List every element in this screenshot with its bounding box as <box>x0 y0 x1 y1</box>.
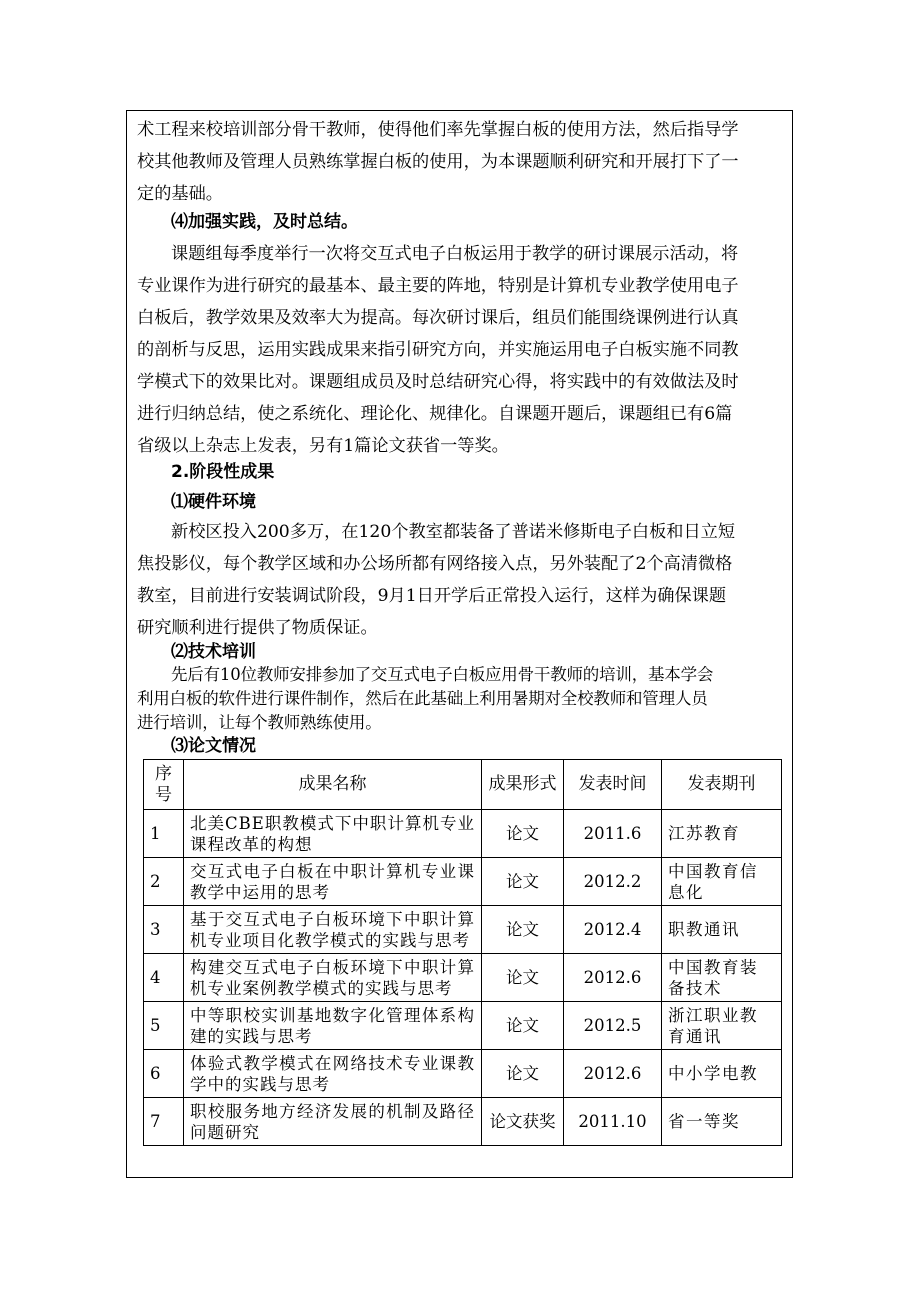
cell-form: 论文 <box>482 906 564 954</box>
paragraph-line: 白板后，教学效果及效率大为提高。每次研讨课后，组员们能围绕课例进行认真 <box>137 308 739 328</box>
table-row <box>144 954 782 1002</box>
paragraph-line: 定的基础。 <box>137 184 223 204</box>
cell-num: 3 <box>144 906 184 954</box>
cell-num: 1 <box>144 810 184 858</box>
cell-form: 论文获奖 <box>482 1098 564 1146</box>
cell-name: 基于交互式电子白板环境下中职计算机专业项目化教学模式的实践与思考 <box>184 906 482 954</box>
header-name: 成果名称 <box>184 760 482 810</box>
paragraph-line: 进行培训，让每个教师熟练使用。 <box>137 713 382 732</box>
cell-num: 2 <box>144 858 184 906</box>
paragraph-line: 利用白板的软件进行课件制作，然后在此基础上利用暑期对全校教师和管理人员 <box>137 689 708 708</box>
cell-form: 论文 <box>482 1002 564 1050</box>
section-heading-training: ⑵技术培训 <box>171 642 256 662</box>
cell-date: 2012.5 <box>564 1002 662 1050</box>
table-row <box>144 1002 782 1050</box>
cell-date: 2011.10 <box>564 1098 662 1146</box>
cell-form: 论文 <box>482 810 564 858</box>
table-row <box>144 858 782 906</box>
paragraph-line: 研究顺利进行提供了物质保证。 <box>137 618 378 638</box>
cell-journal: 省一等奖 <box>662 1098 782 1146</box>
cell-name: 北美CBE职教模式下中职计算机专业课程改革的构想 <box>184 810 482 858</box>
cell-form: 论文 <box>482 1050 564 1098</box>
cell-form: 论文 <box>482 954 564 1002</box>
paragraph-line: 课题组每季度举行一次将交互式电子白板运用于教学的研讨课展示活动，将 <box>171 244 739 264</box>
cell-date: 2012.6 <box>564 954 662 1002</box>
cell-name: 职校服务地方经济发展的机制及路径问题研究 <box>184 1098 482 1146</box>
cell-name: 交互式电子白板在中职计算机专业课教学中运用的思考 <box>184 858 482 906</box>
section-heading-stage-results: 2.阶段性成果 <box>171 462 275 482</box>
cell-num: 5 <box>144 1002 184 1050</box>
cell-journal: 职教通讯 <box>662 906 782 954</box>
cell-date: 2012.6 <box>564 1050 662 1098</box>
paragraph-line: 术工程来校培训部分骨干教师，使得他们率先掌握白板的使用方法，然后指导学 <box>137 120 739 140</box>
cell-journal: 浙江职业教育通讯 <box>662 1002 782 1050</box>
cell-name: 体验式教学模式在网络技术专业课教学中的实践与思考 <box>184 1050 482 1098</box>
header-date: 发表时间 <box>564 760 662 810</box>
cell-num: 6 <box>144 1050 184 1098</box>
cell-name: 构建交互式电子白板环境下中职计算机专业案例教学模式的实践与思考 <box>184 954 482 1002</box>
papers-table <box>143 759 782 1146</box>
table-row <box>144 1050 782 1098</box>
paragraph-line: 先后有10位教师安排参加了交互式电子白板应用骨干教师的培训，基本学会 <box>171 665 714 684</box>
paragraph-line: 专业课作为进行研究的最基本、最主要的阵地，特别是计算机专业教学使用电子 <box>137 276 739 296</box>
section-heading-4: ⑷加强实践，及时总结。 <box>171 212 358 232</box>
paragraph-line: 省级以上杂志上发表，另有1篇论文获省一等奖。 <box>137 436 509 456</box>
cell-num: 7 <box>144 1098 184 1146</box>
section-heading-papers: ⑶论文情况 <box>171 736 256 756</box>
table-row <box>144 810 782 858</box>
paragraph-line: 新校区投入200多万，在120个教室都装备了普诺米修斯电子白板和日立短 <box>171 522 736 542</box>
cell-name: 中等职校实训基地数字化管理体系构建的实践与思考 <box>184 1002 482 1050</box>
table-header-row <box>144 760 782 810</box>
cell-journal: 江苏教育 <box>662 810 782 858</box>
paragraph-line: 的剖析与反思，运用实践成果来指引研究方向，并实施运用电子白板实施不同教 <box>137 340 739 360</box>
paragraph-line: 进行归纳总结，使之系统化、理论化、规律化。自课题开题后，课题组已有6篇 <box>137 404 733 424</box>
header-journal: 发表期刊 <box>662 760 782 810</box>
cell-date: 2011.6 <box>564 810 662 858</box>
paragraph-line: 焦投影仪，每个教学区域和办公场所都有网络接入点，另外装配了2个高清微格 <box>137 554 733 574</box>
table-row <box>144 906 782 954</box>
paragraph-line: 学模式下的效果比对。课题组成员及时总结研究心得，将实践中的有效做法及时 <box>137 372 739 392</box>
cell-form: 论文 <box>482 858 564 906</box>
paragraph-line: 校其他教师及管理人员熟练掌握白板的使用，为本课题顺利研究和开展打下了一 <box>137 152 739 172</box>
document-frame <box>126 110 793 1178</box>
cell-num: 4 <box>144 954 184 1002</box>
cell-journal: 中小学电教 <box>662 1050 782 1098</box>
cell-journal: 中国教育信息化 <box>662 858 782 906</box>
cell-date: 2012.4 <box>564 906 662 954</box>
paragraph-line: 教室，目前进行安装调试阶段，9月1日开学后正常投入运行，这样为确保课题 <box>137 586 727 606</box>
section-heading-hardware: ⑴硬件环境 <box>171 492 256 512</box>
header-num: 序号 <box>144 760 184 810</box>
table-row <box>144 1098 782 1146</box>
cell-journal: 中国教育装备技术 <box>662 954 782 1002</box>
header-form: 成果形式 <box>482 760 564 810</box>
cell-date: 2012.2 <box>564 858 662 906</box>
